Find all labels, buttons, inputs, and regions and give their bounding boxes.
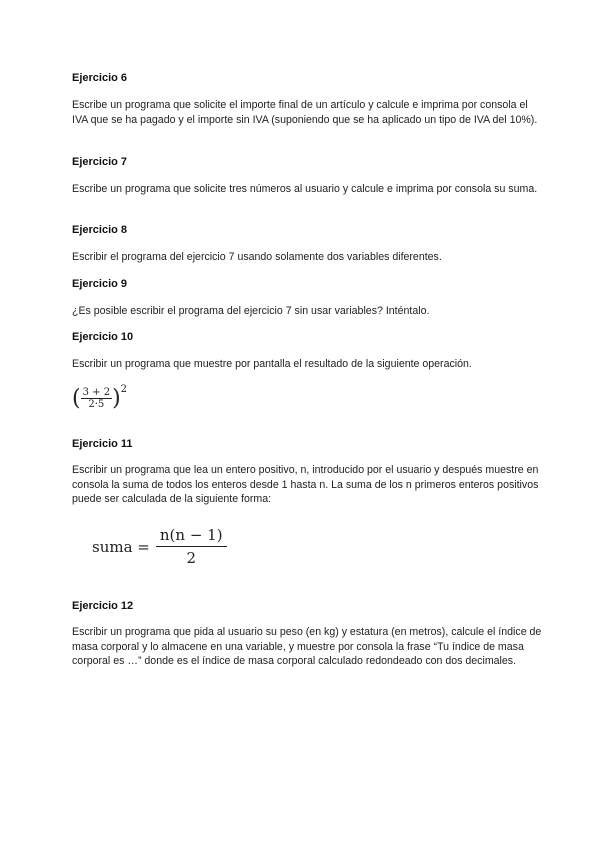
exercise-11-text: Escribir un programa que lea un entero positivo, n, introducido por el usuario y después muestre en consola la suma de todos los enteros desde 1 hasta n. La suma de los n primeros enteros positivos puede ser calculada de la siguiente forma: [72, 464, 539, 506]
exercise-7-text: Escribe un programa que solicite tres números al usuario y calcule e imprima por consola su suma. [72, 183, 538, 195]
exercise-8-title: Ejercicio 8 [72, 224, 128, 236]
exercise-11-title: Ejercicio 11 [72, 438, 133, 450]
exercise-9-text: ¿Es posible escribir el programa del ejercicio 7 sin usar variables? Inténtalo. [72, 305, 430, 317]
formula-10-exponent: 2 [120, 384, 128, 395]
exercise-12-text: Escribir un programa que pida al usuario su peso (en kg) y estatura (en metros), calcule el índice de masa corporal y lo almacene en una variable, y muestre por consola la frase “Tu índice de masa corporal es …” donde es el índice de masa corporal calculado redondeado con dos decimales. [72, 626, 542, 668]
exercise-9-title: Ejercicio 9 [72, 278, 128, 290]
formula-exercise-11 [92, 526, 227, 567]
exercise-12-title: Ejercicio 12 [72, 600, 134, 612]
formula-11-denominator: 2 [186, 549, 196, 567]
exercise-7-title: Ejercicio 7 [72, 156, 128, 168]
exercise-6-text: Escribe un programa que solicite el importe final de un artículo y calcule e imprima por consola el IVA que se ha pagado y el importe sin IVA (suponiendo que se ha aplicado un tipo de IVA del 10%). [72, 99, 538, 126]
formula-10-numerator: 3 + 2 [82, 387, 111, 398]
formula-11-lhs: suma = [92, 537, 150, 556]
formula-10-denominator: 2·5 [88, 399, 105, 410]
exercise-8-text: Escribir el programa del ejercicio 7 usando solamente dos variables diferentes. [72, 251, 442, 263]
exercise-10-text: Escribir un programa que muestre por pantalla el resultado de la siguiente operación. [72, 358, 472, 370]
exercise-6-title: Ejercicio 6 [72, 72, 128, 84]
exercise-10-title: Ejercicio 10 [72, 331, 134, 343]
formula-exercise-10: ( $\frac{3 + 2}{2\cdot 5}$ )$^2$ [72, 384, 128, 411]
formula-11-numerator: n(n − 1) [156, 526, 227, 547]
